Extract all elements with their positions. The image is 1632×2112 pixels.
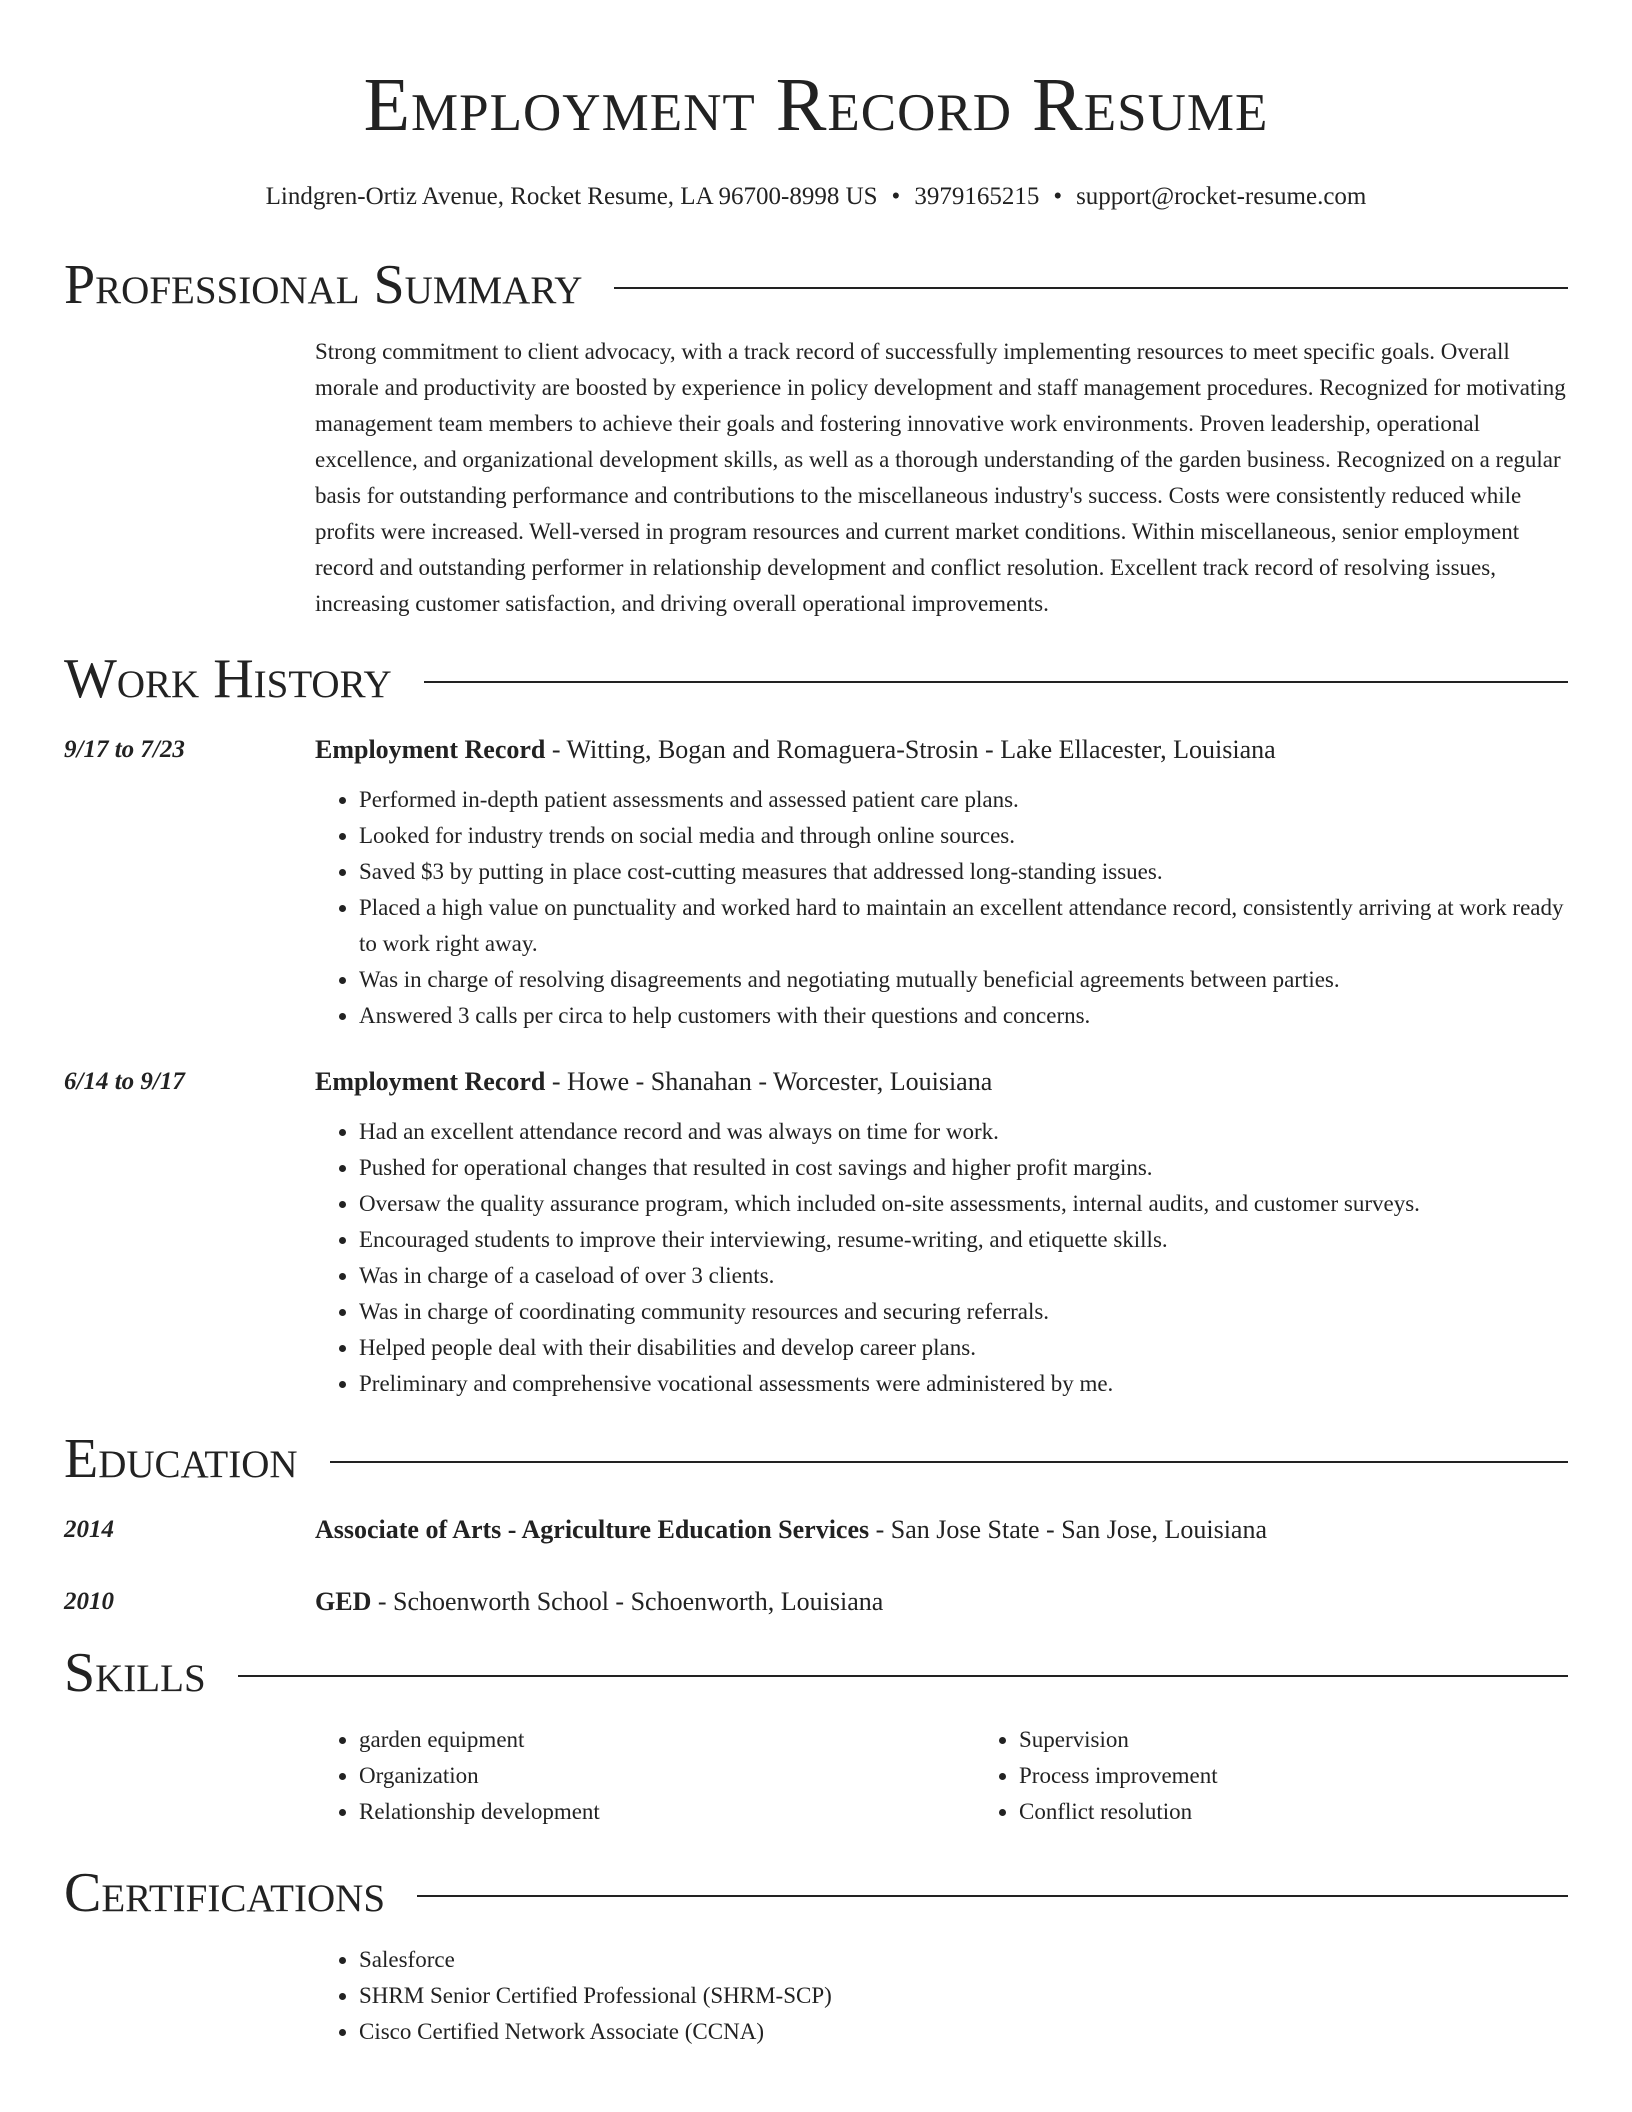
certifications-list [315,1942,1568,2050]
job-dates: 9/17 to 7/23 [64,736,185,763]
skill-item: • Supervision [1019,1722,1632,1758]
skill-item: • garden equipment [359,1722,975,1758]
skill-item: • Conflict resolution [1019,1794,1632,1830]
job-bullet: • Pushed for operational changes that resulted in cost savings and higher profit margins. [359,1150,1568,1186]
section-divider [424,681,1568,683]
education-year: 2010 [64,1588,114,1615]
education-entry [64,1512,1568,1548]
education-school-location: - Schoenworth School - Schoenworth, Louisiana [371,1587,884,1616]
skills-column [975,1722,1632,1830]
contact-address: Lindgren-Ortiz Avenue, Rocket Resume, LA 96700-8998 US [265,183,878,210]
contact-separator: • [891,183,901,210]
section-divider [330,1461,1568,1463]
section-divider [238,1675,1568,1677]
job-employer-location: - Howe - Shanahan - Worcester, Louisiana [545,1067,993,1096]
work-section-header [64,644,1568,714]
skills-section-title: Skills [64,1642,206,1704]
skills-column [315,1722,975,1830]
education-degree: GED [315,1587,372,1616]
job-body [315,732,1568,1034]
job-bullet: • Saved $3 by putting in place cost-cutting measures that addressed long-standing issues. [359,854,1568,890]
job-heading [315,732,1568,768]
skill-item: • Organization [359,1758,975,1794]
job-bullet: • Helped people deal with their disabilities and develop career plans. [359,1330,1568,1366]
job-bullet-list [315,1114,1568,1402]
section-divider [614,287,1568,289]
contact-separator: • [1053,183,1063,210]
work-section-title: Work History [64,648,392,710]
skills-grid [315,1722,1632,1830]
certifications-left-spacer [64,1928,315,2050]
job-role: Employment Record [315,735,546,764]
education-school-location: - San Jose State - San Jose, Louisiana [869,1515,1268,1544]
certifications-row [64,1928,1568,2050]
contact-email[interactable]: support@rocket-resume.com [1076,183,1367,210]
certifications-body [315,1928,1568,2050]
job-bullet: • Preliminary and comprehensive vocational assessments were administered by me. [359,1366,1568,1402]
job-employer-location: - Witting, Bogan and Romaguera-Strosin - Lake Ellacester, Louisiana [545,735,1276,764]
certifications-section-title: Certifications [64,1862,386,1924]
contact-line [64,180,1568,214]
resume-name: Employment Record Resume [363,63,1269,147]
education-degree: Associate of Arts - Agriculture Education Services [315,1515,870,1544]
summary-text: Strong commitment to client advocacy, with a track record of successfully implementing resources to meet specific goals. Overall morale and productivity are boosted by experience in policy development and staff management procedures. Recognized for motivating management team members to achieve their goals and fostering innovative work environments. Proven leadership, operational excellence, and organizational development skills, as well as a thorough understanding of the garden business. Recognized on a regular basis for outstanding performance and contributions to the miscellaneous industry's success. Costs were consistently reduced while profits were increased. Well-versed in program resources and current market conditions. Within miscellaneous, senior employment record and outstanding performer in relationship development and conflict resolution. Excellent track record of resolving issues, increasing customer satisfaction, and driving overall operational improvements. [315,339,1566,616]
skill-item: • Process improvement [1019,1758,1632,1794]
job-bullet: • Answered 3 calls per circa to help customers with their questions and concerns. [359,998,1568,1034]
job-bullet: • Had an excellent attendance record and was always on time for work. [359,1114,1568,1150]
education-section-header [64,1424,1568,1494]
education-section-title: Education [64,1428,298,1490]
certifications-section-header [64,1858,1568,1928]
job-bullet-list [315,782,1568,1034]
job-bullet: • Was in charge of coordinating community resources and securing referrals. [359,1294,1568,1330]
job-heading [315,1064,1568,1100]
certification-item: • Salesforce [359,1942,1568,1978]
job-dates: 6/14 to 9/17 [64,1068,185,1095]
skills-section-header [64,1638,1568,1708]
education-heading [315,1584,1568,1620]
job-entry [64,1064,1568,1402]
job-role: Employment Record [315,1067,546,1096]
job-bullet: • Oversaw the quality assurance program, which included on-site assessments, internal audits, and customer surveys. [359,1186,1568,1222]
summary-row [64,320,1568,622]
summary-section-header [64,250,1568,320]
certification-item: • Cisco Certified Network Associate (CCNA) [359,2014,1568,2050]
job-bullet: • Looked for industry trends on social media and through online sources. [359,818,1568,854]
education-heading [315,1512,1568,1548]
education-year: 2014 [64,1516,114,1543]
job-entry [64,732,1568,1034]
job-bullet: • Placed a high value on punctuality and worked hard to maintain an excellent attendance record, consistently arriving at work ready to work right away. [359,890,1568,962]
certification-item: • SHRM Senior Certified Professional (SHRM-SCP) [359,1978,1568,2014]
job-body [315,1064,1568,1402]
skills-left-spacer [64,1708,315,1830]
job-bullet: • Encouraged students to improve their interviewing, resume-writing, and etiquette skills. [359,1222,1568,1258]
summary-section-title: Professional Summary [64,254,583,316]
skills-row [64,1708,1568,1830]
section-divider [417,1895,1568,1897]
education-entry [64,1584,1568,1620]
job-bullet: • Was in charge of resolving disagreements and negotiating mutually beneficial agreements between parties. [359,962,1568,998]
skill-item: • Relationship development [359,1794,975,1830]
contact-phone: 3979165215 [914,183,1040,210]
job-bullet: • Performed in-depth patient assessments and assessed patient care plans. [359,782,1568,818]
summary-left-spacer [64,320,315,622]
job-bullet: • Was in charge of a caseload of over 3 clients. [359,1258,1568,1294]
